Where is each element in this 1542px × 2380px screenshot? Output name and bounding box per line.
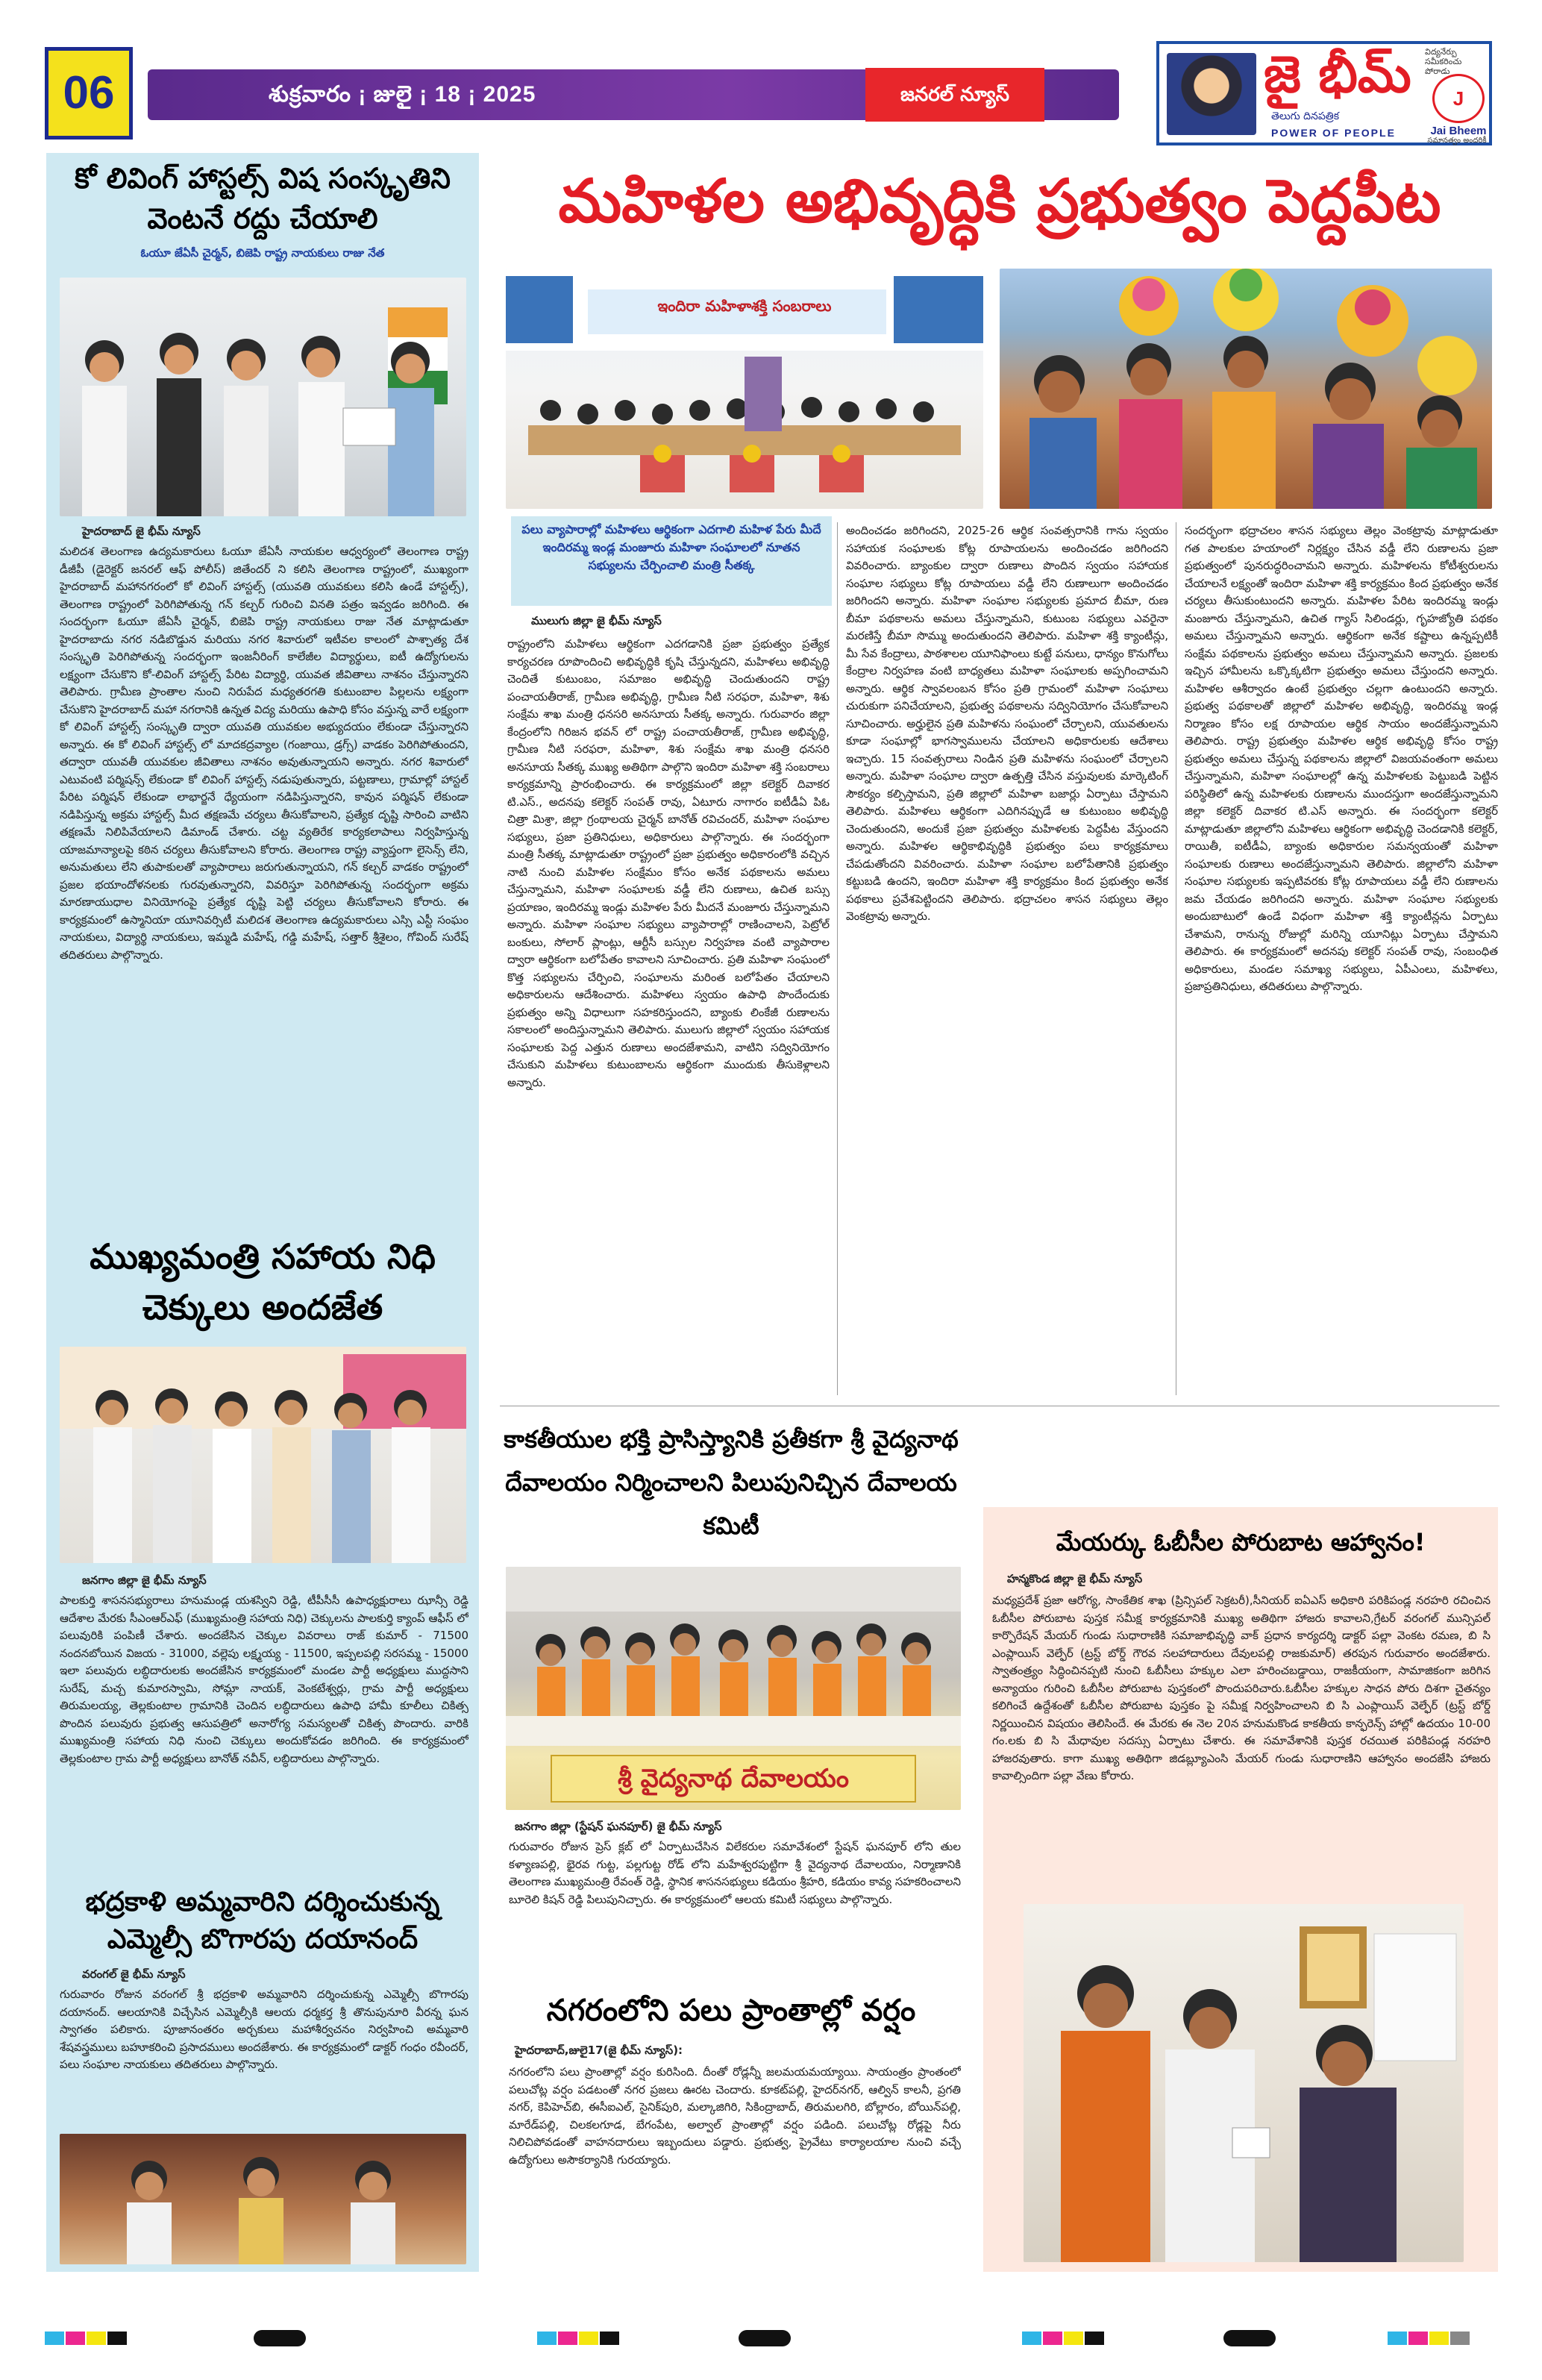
register-mark — [1388, 2332, 1407, 2345]
mid-byline: జనగాం జిల్లా (స్టేషన్ ఘనపూర్) జై భీమ్ న్యూస్ — [515, 1820, 722, 1833]
mid-banner: శ్రీ వైద్యనాథ దేవాలయం — [551, 1755, 916, 1803]
left2-byline: జనగాం జిల్లా జై భీమ్ న్యూస్ — [82, 1573, 207, 1587]
right-photo — [1024, 1904, 1464, 2262]
page-number: 06 — [45, 47, 133, 140]
register-mark — [1022, 2332, 1041, 2345]
register-mark — [66, 2332, 85, 2345]
rain-body: నగరంలోని పలు ప్రాంతాల్లో వర్షం కురిసింది. దీంతో రోడ్లన్నీ జలమయమయ్యాయి. సాయంత్రం ప్రాంతంలో పలుచోట్ల వర్షం పడటంతో నగర ప్రజలు ఊరట చెందారు. కూకట్‌పల్లి, హైదర్‌నగర్, ఆల్విన్ కాలనీ, ప్రగతి నగర్, కెపిహెచ్‌బి, ఈసీఐఎల్, సైనిక్‌పురి, మల్కాజిగిరి, సికింద్రాబాద్, తిరుమలగిరి, బోల్లారం, బోయిన్‌పల్లి, మారేడ్‌పల్లి, చిలకలగూడ, బేగంపేట, అల్వాల్ ప్రాంతాల్లో వర్షం పడింది. పలుచోట్ల రోడ్లపై నీరు నిలిచిపోవడంతో వాహనదారులు ఇబ్బందులు పడ్డారు. ప్రభుత్వ, ప్రైవేటు కార్యాలయాల నుంచి వచ్చే ఉద్యోగులు అసౌకర్యానికి గురయ్యారు. — [509, 2065, 961, 2167]
left3-headline: భద్రకాళి అమ్మవారిని దర్శించుకున్న ఎమ్మెల్సీ బొగారపు దయానంద్ — [85, 1887, 440, 1955]
page-header — [45, 41, 1499, 145]
register-mark — [45, 2332, 64, 2345]
register-mark — [1064, 2332, 1083, 2345]
masthead-logo-sub: సమానత్వం అందరికీ — [1427, 137, 1487, 145]
register-mark — [87, 2332, 106, 2345]
register-mark — [1408, 2332, 1428, 2345]
mid-headline: కాకతీయుల భక్తి ప్రాసిస్త్యానికి ప్రతీకగా శ్రీ వైద్యనాథ దేవాలయం నిర్మించాలని పిలుపునిచ్చిన దేవాలయ కమిటీ — [504, 1425, 959, 1540]
masthead-logo-text: Jai Bheem — [1430, 125, 1487, 137]
register-mark — [1043, 2332, 1062, 2345]
masthead-power: POWER OF PEOPLE — [1271, 127, 1396, 139]
right-headline: మేయర్కు ఓబీసీల పోరుబాట ఆహ్వానం! — [1056, 1528, 1426, 1556]
register-mark — [107, 2332, 127, 2345]
right-byline: హన్మకొండ జిల్లా జై భీమ్ న్యూస్ — [1007, 1572, 1143, 1585]
left1-photo — [60, 278, 466, 516]
crop-mark — [254, 2330, 306, 2346]
print-marks — [45, 2332, 1499, 2354]
main-col-2: అందించడం జరిగిందని, 2025-26 ఆర్థిక సంవత్సరానికి గాను స్వయం సహాయక సంఘాలకు కోట్ల రూపాయలను అందించడం జరిగిందని వివరించారు. బ్యాంకుల ద్వారా రుణాలు పొందిన స్వయం సహాయక సంఘాల సభ్యులు కోట్ల రూపాయలు వడ్డీ లేని రుణాలుగా అందించడం జరిగిందని అన్నారు. మహిళా సంఘాల సభ్యులకు ప్రమాద బీమా, రుణ బీమా పథకాలను అమలు చేస్తున్నామని, కుటుంబ సభ్యులు ఎవరైనా మరణిస్తే బీమా సొమ్ము అందుతుందని తెలిపారు. మహిళా శక్తి క్యాంటీన్లు, మీ సేవ కేంద్రాలు, పాఠశాలల యూనిఫాంలు కుట్టే పనులు, ధాన్యం కొనుగోలు కేంద్రాల నిర్వహణ వంటి బాధ్యతలు మహిళా సంఘాలకు అప్పగించామని అన్నారు. ఆర్థిక స్వావలంబన కోసం ప్రతి గ్రామంలో మహిళా సంఘాలు చురుకుగా పనిచేయాలని, ప్రభుత్వ పథకాలను సద్వినియోగం చేసుకోవాలని సూచించారు. అర్హులైన ప్రతి మహిళను సంఘంలో చేర్చాలని, యువతులను కూడా సంఘాల్లో భాగస్వాములను చేయాలని అధికారులకు ఆదేశాలు ఇచ్చారు. 15 సంవత్సరాలు నిండిన ప్రతి మహిళను సంఘంలో చేర్చాలని అన్నారు. మహిళా సంఘాల ద్వారా ఉత్పత్తి చేసిన వస్తువులకు మార్కెటింగ్ సౌకర్యం కల్పిస్తామని, ప్రతి జిల్లాలో మహిళా బజార్లు ఏర్పాటు చేస్తామని తెలిపారు. మహిళలు ఆర్థికంగా ఎదిగినప్పుడే ఆ కుటుంబం అభివృద్ధి చెందుతుందని, అందుకే ప్రజా ప్రభుత్వం మహిళలకు పెద్దపీట వేస్తుందని అన్నారు. మహిళల ఆర్థికాభివృద్ధికి ప్రభుత్వం పలు కార్యక్రమాలు చేపడుతోందని వివరించారు. మహిళా సంఘాల బలోపేతానికి ప్రభుత్వం కట్టుబడి ఉందని, ఇందిరా మహిళా శక్తి కార్యక్రమం కింద ప్రభుత్వం అనేక పథకాలు ప్రవేశపెట్టిందని తెలిపారు. భద్రాచలం శాసన సభ్యులు తెల్లం వెంకట్రావు అన్నారు. — [846, 524, 1168, 923]
left1-byline: హైదరాబాద్ జై భీమ్ న్యూస్ — [82, 524, 201, 538]
mid-photo — [506, 1567, 961, 1810]
right-body: మధ్యప్రదేశ్ ప్రజా ఆరోగ్య, సాంకేతిక శాఖ (ప్రిన్సిపల్ సెక్రటరీ),సీనియర్ ఐఏఎస్ అధికారి పరికిపండ్ల నరహరి రచించిన ఓబీసీల పోరుబాట పుస్తక సమీక్ష కార్యక్రమానికి ముఖ్య అతిథిగా హాజరు కావాలని,గ్రేటర్ వరంగల్ మున్సిపల్ కార్పొరేషన్ మేయర్ గుండు సుధారాణికి సమాజాభివృద్ధి వాక్ ప్రధాన కార్యదర్శి డాక్టర్ పల్లా వెంకట రమణ, బి సి ఎంప్లాయిస్ వెల్ఫేర్ (ట్రస్ట్ బోర్డ్ గౌరవ సలహాదారులు దేవులపల్లి రాజకుమార్) తరపున గురువారం అందజేశారు. స్వాతంత్ర్యం సిద్ధించినప్పటి నుంచి ఓబీసీలు హక్కుల ఎలా హరించబడ్డాయి, రాజకీయంగా, సామాజికంగా జరిగిన అన్యాయం గురించి ఓబీసీల పోరుబాట పుస్తకంలో పొందుపరిచారు.ఓబీసీల హక్కుల సాధన పోరు దిశగా చైతన్యం కలిగించే ఉద్దేశంతో ఓబీసీల పోరుబాట పుస్తకం పై సమీక్ష నిర్వహించాలని బి సి ఎంప్లాయిస్ వెల్ఫేర్ (ట్రస్ట్ బోర్డ్ నిర్ణయించిన విషయం తెలిసిందే. ఈ మేరకు ఈ నెల 20న హనుమకొండ కాకతీయ కాన్ఫరెన్స్ హాల్లో ఉదయం 10-00 గం.లకు బి సి మేధావుల సదస్సు ఏర్పాటు చేశారు. ఈ సమావేశానికి పుస్తక రచయిత పరికిపండ్ల నరహరి హాజరవుతారు. కాగా ముఖ్య అతిథిగా జిడబ్ల్యూఎంసి మేయర్ గుండు సుధారాణిని ఆహ్వానం అందజేసి హాజరు కావాల్సిందిగా పల్లా వేణు కోరారు. — [992, 1594, 1491, 1782]
main-banner-text: ఇందిరా మహిళాశక్తి సంబరాలు — [657, 297, 832, 315]
main-caption: పలు వ్యాపారాల్లో మహిళలు ఆర్థికంగా ఎదగాలి మహిళ పేరు మీదే ఇందిరమ్మ ఇండ్ల మంజూరు మహిళా సంఘాలలో నూతన సభ్యులను చేర్పించాలి మంత్రి సీతక్క — [511, 516, 832, 606]
left3-byline: వరంగల్ జై భీమ్ న్యూస్ — [82, 1967, 186, 1981]
section-label: జనరల్ న్యూస్ — [865, 68, 1044, 122]
masthead-tagline: తెలుగు దినపత్రిక — [1271, 110, 1340, 122]
left3-photo — [60, 2134, 466, 2264]
register-mark — [579, 2332, 598, 2345]
masthead-portrait — [1167, 53, 1256, 135]
register-mark — [600, 2332, 619, 2345]
left1-headline: కో లివింగ్ హాస్టల్స్ విష సంస్కృతిని వెంటనే రద్దు చేయాలి — [75, 162, 451, 235]
main-byline: ములుగు జిల్లా జై భీమ్ న్యూస్ — [531, 614, 662, 627]
masthead-logo: J — [1432, 74, 1485, 123]
main-photo-2 — [1000, 269, 1492, 509]
date-line: శుక్రవారం ¡ జులై ¡ 18 ¡ 2025 — [269, 82, 536, 107]
crop-mark — [1223, 2330, 1276, 2346]
main-headline: మహిళల అభివృద్ధికి ప్రభుత్వం పెద్దపీట — [558, 166, 1441, 236]
register-mark — [558, 2332, 577, 2345]
left2-headline: ముఖ్యమంత్రి సహాయ నిధి చెక్కులు అందజేత — [90, 1236, 436, 1327]
left1-subhead: ఓయూ జేఏసీ చైర్మన్, బిజెపి రాష్ట్ర నాయకులు రాజు నేత — [140, 246, 385, 260]
masthead-title: జై భీమ్ — [1264, 46, 1411, 104]
rain-byline: హైదరాబాద్,జులై17(జై భీమ్ న్యూస్): — [515, 2044, 683, 2057]
register-mark — [1085, 2332, 1104, 2345]
register-mark — [1429, 2332, 1449, 2345]
left2-body: పాలకుర్తి శాసనసభ్యురాలు హనుమండ్ల యశస్విని రెడ్డి, టీపీసీసీ ఉపాధ్యక్షురాలు ఝాన్సీ రెడ్డి ఆదేశాల మేరకు సీఎంఆర్ఎఫ్ (ముఖ్యమంత్రి సహాయ నిధి) చెక్కులను పాలకుర్తి క్యాంప్ ఆఫీస్ లో పలువురికి పంపిణీ చేశారు. అందజేసిన చెక్కుల వివరాలు రాజ్ కుమార్ - 71500 నందనబోయిన విజయ - 31000, వల్లెపు లక్ష్మయ్య - 11500, ఇప్పలపల్లి సరసమ్మ - 15000 ఇలా పలువురు లబ్ధిదారులకు అందజేసిన కార్యక్రమంలో మండల పార్టీ అధ్యక్షులు ముద్దసాని సురేష్, మచ్చ కుమారస్వామి, సోమ్లా నాయక్, వెంకటేశ్వర్లు, గ్రామ పార్టీ అధ్యక్షులు తిరుమలయ్య, తెల్లకుంటాల గ్రామానికి చెందిన లబ్ధిదారులు ఉపాధి హామీ కూలీలు చికిత్స పొందిన పలువురు ప్రభుత్వ ఆసుపత్రిలో అనారోగ్య సమస్యలతో చికిత్స పొందారు. వారికి ముఖ్యమంత్రి సహాయ నిధి నుంచి చెక్కులు అందుకోవడం జరిగింది. ఈ కార్యక్రమంలో తెల్లకుంటాల గ్రామ పార్టీ అధ్యక్షులు బానోత్ నవీన్, లబ్ధిదారులు పాల్గొన్నారు. — [60, 1594, 468, 1765]
register-mark — [537, 2332, 557, 2345]
main-photo-1 — [506, 269, 983, 509]
main-col-3: సందర్భంగా భద్రాచలం శాసన సభ్యులు తెల్లం వెంకట్రావు మాట్లాడుతూ గత పాలకుల హయాంలో నిర్లక్ష్యం చేసిన వడ్డీ లేని రుణాలను ప్రజా ప్రభుత్వంలో పునరుద్ధరించామని అన్నారు. మహిళలను కోటీశ్వరులను చేయాలనే లక్ష్యంతో ఇందిరా మహిళా శక్తి కార్యక్రమం కింద ప్రభుత్వం అనేక చర్యలు తీసుకుంటుందని అన్నారు. మహిళల పేరిట ఇందిరమ్మ ఇండ్లు మంజూరు చేస్తున్నామని, ఉచిత గ్యాస్ సిలిండర్లు, గృహజ్యోతి పథకం అమలు చేస్తున్నామని అన్నారు. ఆర్థికంగా అనేక కష్టాలు ఉన్నప్పటికీ సంక్షేమ పథకాలను ప్రభుత్వం అమలు చేస్తున్నామని అన్నారు. ప్రజలకు ఇచ్చిన హామీలను ఒక్కొక్కటిగా ప్రభుత్వం అమలు చేస్తుందని అన్నారు. మహిళల ఆశీర్వాదం ఉంటే ప్రభుత్వం చల్లగా ఉంటుందని అన్నారు. ప్రభుత్వ పథకాలతో జిల్లాలో మహిళల అభివృద్ధి, ఇందిరమ్మ ఇండ్ల నిర్మాణం కోసం లక్ష రూపాయల ఆర్థిక సాయం అందజేస్తున్నామని తెలిపారు. రాష్ట్ర ప్రభుత్వం మహిళల ఆర్థిక అభివృద్ధి కోసం రాష్ట్ర ప్రభుత్వం అమలు చేస్తున్న పథకాలను జిల్లాలో విజయవంతంగా అమలు చేస్తున్నామని, మహిళా సంఘాలల్లో ఉన్న మహిళలకు పెట్టుబడి పెట్టిన పరిస్థితిలో ఉన్న మహిళలకు రుణాలను ముందస్తుగా అందజేస్తున్నామని జిల్లా కలెక్టర్ దివాకర టి.ఎస్ అన్నారు. ఈ సందర్భంగా కలెక్టర్ మాట్లాడుతూ జిల్లాలోని మహిళలు ఆర్థికంగా అభివృద్ధి చెందడానికి కలెక్టర్, రాయితీ, ఐటీడీఏ, బ్యాంకు అధికారుల సమన్వయంతో మహిళా సంఘాలకు రుణాలు అందజేస్తున్నామని తెలిపారు. జిల్లాలోని మహిళా సంఘాల సభ్యులకు ఇప్పటివరకు కోట్ల రూపాయలు వడ్డీ లేని రుణాలను జమ చేయడం జరిగిందని అన్నారు. మహిళా సంఘాల సభ్యులకు అందుబాటులో ఉండే విధంగా మహిళా శక్తి క్యాంటీన్లను ఏర్పాటు చేశామని, రానున్న రోజుల్లో మరిన్ని యూనిట్లు ఏర్పాటు చేస్తామని తెలిపారు. ఈ కార్యక్రమంలో అదనపు కలెక్టర్ సంపత్ రావు, సంబంధిత అధికారులు, మండల సమాఖ్య సభ్యులు, ఏపీఎంలు, మహిళలు, ప్రజాప్రతినిధులు, తదితరులు పాల్గొన్నారు. — [1185, 524, 1498, 993]
main-col-1: రాష్ట్రంలోని మహిళలు ఆర్థికంగా ఎదగడానికి ప్రజా ప్రభుత్వం ప్రత్యేక కార్యచరణ రూపొందించి అభివృద్ధికి కృషి చేస్తున్నదని, మహిళలు అభివృద్ధి చెందితే కుటుంబం, సమాజం అభివృద్ధి చెందుతుందని రాష్ట్ర పంచాయతీరాజ్, గ్రామీణ అభివృద్ధి, గ్రామీణ నీటి సరఫరా, మహిళా, శిశు సంక్షేమ శాఖ మంత్రి ధనసరి అనసూయ సీతక్క అన్నారు. గురువారం జిల్లా కేంద్రంలోని గిరిజన భవన్ లో రాష్ట్ర పంచాయతీరాజ్, గ్రామీణ అభివృద్ధి, గ్రామీణ నీటి సరఫరా, మహిళా, శిశు సంక్షేమ శాఖ మంత్రి ధనసరి అనసూయ సీతక్క ముఖ్య అతిథిగా పాల్గొని ఇందిరా మహిళా శక్తి సంబరాలు కార్యక్రమాన్ని ప్రారంభించారు. ఈ కార్యక్రమంలో జిల్లా కలెక్టర్ దివాకర టి.ఎస్., అదనపు కలెక్టర్ సంపత్ రావు, ఏటూరు నాగారం ఐటీడీఏ పిఓ చిత్రా మిశ్రా, జిల్లా గ్రంథాలయ చైర్మన్ బానోత్ రవిచందర్, మహిళా సంఘాల సభ్యులు, ప్రజా ప్రతినిధులు, అధికారులు పాల్గొన్నారు. ఈ సందర్భంగా మంత్రి సీతక్క మాట్లాడుతూ రాష్ట్రంలో ప్రజా ప్రభుత్వం అధికారంలోకి వచ్చిన నాటి నుంచి మహిళల సంక్షేమం కోసం అనేక పథకాలను అమలు చేస్తున్నామని, మహిళా సంఘాలకు వడ్డీ లేని రుణాలు, ఉచిత బస్సు ప్రయాణం, ఇందిరమ్మ ఇండ్లు మహిళల పేరు మీదనే మంజూరు చేస్తున్నామని అన్నారు. మహిళా సంఘాల సభ్యులు వ్యాపారాల్లో రాణించాలని, పెట్రోల్ బంకులు, సోలార్ ప్లాంట్లు, ఆర్టీసీ బస్సుల నిర్వహణ వంటి వ్యాపారాల ద్వారా ఆర్థికంగా బలోపేతం కావాలని సూచించారు. ప్రతి మహిళా సంఘంలో కొత్త సభ్యులను చేర్పించి, సంఘాలను మరింత బలోపేతం చేయాలని అధికారులను ఆదేశించారు. మహిళలు స్వయం ఉపాధి పొందేందుకు ప్రభుత్వం అన్ని విధాలుగా సహకరిస్తుందని, బ్యాంకు లింకేజీ రుణాలను సకాలంలో అందిస్తున్నామని తెలిపారు. ములుగు జిల్లాలో స్వయం సహాయక సంఘాలకు పెద్ద ఎత్తున రుణాలు అందజేశామని, వాటిని సద్వినియోగం చేసుకుని మహిళలు కుటుంబాలను ఆర్థికంగా ముందుకు తీసుకెళ్లాలని అన్నారు. — [507, 637, 830, 1089]
left1-body: మలిదశ తెలంగాణ ఉద్యమకారులు ఓయూ జేఏసీ నాయకుల ఆధ్వర్యంలో తెలంగాణ రాష్ట్ర డీజీపీ (డైరెక్టర్ జనరల్ ఆఫ్ పోలీస్) జితేందర్ ని కలిసి తెలంగాణ రాష్ట్రంలో, ముఖ్యంగా హైదరాబాద్ మహానగరంలో కో లివింగ్ హాస్టల్స్ (యువతి యువకులు కలిసి ఉండే హాస్టల్స్), తెలంగాణ రాష్ట్రంలో పెరిగిపోతున్న గన్ కల్చర్ గురించి వినతి పత్రం ఇవ్వడం జరిగింది. ఈ సందర్భంగా ఓయూ జేఏసీ చైర్మన్, బిజెపి రాష్ట్ర నాయకులు రాజు నేత మాట్లాడుతూ హైదరాబాదు నగర నడిబొడ్డున మరియు నగర శివారులో ఇటీవల కాలంలో పాశ్చాత్య దేశ సంస్కృతి పెరిగిపోతున్న సందర్భంగా ఇంజనీరింగ్ కాలేజీల విద్యార్థులు, ఐటీ ఉద్యోగులను లక్ష్యంగా చేసుకొని కో-లివింగ్ హాస్టల్స్ పేరిట విద్యార్థి, యువత జీవితాలు నాశనం చేస్తున్నారని తెలిపారు. గ్రామీణ ప్రాంతాల నుంచి నిరుపేద మధ్యతరగతి కుటుంబాల పిల్లలను లక్ష్యంగా చేసుకొని హైదరాబాద్ మహా నగరానికి ఉన్నత విద్య మరియు ఉపాధి కోసం వస్తున్న వారే లక్ష్యంగా కో లివింగ్ హాస్టల్స్ సంస్కృతి ద్వారా యువతి యువకుల అభ్యుదయం లేకుండా చేస్తున్నారని అన్నారు. ఈ కో లివింగ్ హాస్టల్స్ లో మాదకద్రవ్యాల (గంజాయి, డ్రగ్స్) వాడకం పెరిగిపోతుందని, తద్వారా యువతీ యువకుల జీవితాలు నాశనం అవుతున్నాయని అన్నారు. నగర శివారులో ఎటువంటి పర్మిషన్స్ లేకుండా కో లివింగ్ హాస్టల్స్ నడుపుతున్నారు, పట్టణాలు, గ్రామాల్లో హాస్టల్ పేరిట పర్మిషన్ లేకుండా లాభార్జనే ధ్యేయంగా నడిపిస్తున్నారని, కావున పర్మిషన్ లేకుండా నడిపిస్తున్న అక్రమ హాస్టల్స్ మీద తక్షణమే చర్యలు తీసుకోవాలని, ప్రత్యేక దృష్టి సారించి వాటిని తక్షణమే నిలిపివేయాలని డిమాండ్ చేశారు. చట్ట వ్యతిరేక కార్యకలాపాలు నిర్వహిస్తున్న యాజమాన్యాలపై కఠిన చర్యలు తీసుకోవాలని కోరారు. తెలంగాణ రాష్ట్ర వ్యాప్తంగా లైసెన్స్ లేని, అనుమతులు లేని తుపాకులతో వ్యాపారాలు జరుగుతున్నాయని, గన్ కల్చర్ వాడకం రాష్ట్రంలో ప్రజల భయాందోళనలకు గురవుతున్నారని, వివరిస్తూ పెరిగిపోతున్న సందర్భంగా అక్రమ మారణాయుధాల వినియోగంపై ప్రత్యేక దృష్టి పెట్టి చర్యలు తీసుకోవాలని కోరారు. ఈ కార్యక్రమంలో ఉస్మానియా యూనివర్సిటీ మలిదశ తెలంగాణ ఉద్యమకారులు ఎస్సి ఎస్టీ సంఘం నాయకులు, విద్యార్థి నాయకులు, ఇమ్మడి మహేష్, గడ్డి మహేష్, సత్తార్ శ్రీశైలం, గోవింద్ సురేష్ తదితరులు పాల్గొన్నారు. — [60, 545, 468, 962]
left2-photo — [60, 1347, 466, 1563]
masthead-small-text: విద్యనేర్పు సమీకరించు పోరాడు — [1425, 47, 1462, 76]
left3-body: గురువారం రోజున వరంగల్ శ్రీ భద్రకాళి అమ్మవారిని దర్శించుకున్న ఎమ్మెల్సీ బొగారపు దయానంద్. ఆలయానికి విచ్చేసిన ఎమ్మెల్సీకి ఆలయ ధర్మకర్త శ్రీ తొనుపునూరి వీరన్న ఘన స్వాగతం పలికారు. పూజానంతరం అర్చకులు మహాశీర్వచనం నిర్వహించి అమ్మవారి శేషవస్త్రములు బహూకరించి ప్రసాదములు అందజేశారు. ఈ కార్యక్రమంలో డాక్టర్ గంధం రవీందర్, పలు సంఘాల నాయకులు తదితరులు పాల్గొన్నారు. — [60, 1988, 468, 2071]
mid-body: గురువారం రోజున ప్రెస్ క్లబ్ లో ఏర్పాటుచేసిన విలేకరుల సమావేశంలో స్టేషన్ ఘనపూర్ లోని తుల కళ్యాణపల్లి, భైరవ గుట్ట, పల్లగుట్ట రోడ్ లోని మహేశ్వరపుట్టిగా శ్రీ వైద్యనాథ దేవాలయం, నిర్మాణానికి తెలంగాణ ముఖ్యమంత్రి రేవంత్ రెడ్డి, స్థానిక శాసనసభ్యులు కడియం శ్రీహరి, కడియం కావ్య సహకరించాలని బూరెలి కిషన్ రెడ్డి పిలుపునిచ్చారు. ఈ కార్యక్రమంలో ఆలయ కమిటీ సభ్యులు పాల్గొన్నారు. — [509, 1840, 961, 1906]
masthead — [1156, 41, 1492, 145]
crop-mark — [739, 2330, 791, 2346]
rain-headline: నగరంలోని పలు ప్రాంతాల్లో వర్షం — [546, 1994, 916, 2028]
register-mark — [1450, 2332, 1470, 2345]
column-rule — [837, 522, 838, 1395]
